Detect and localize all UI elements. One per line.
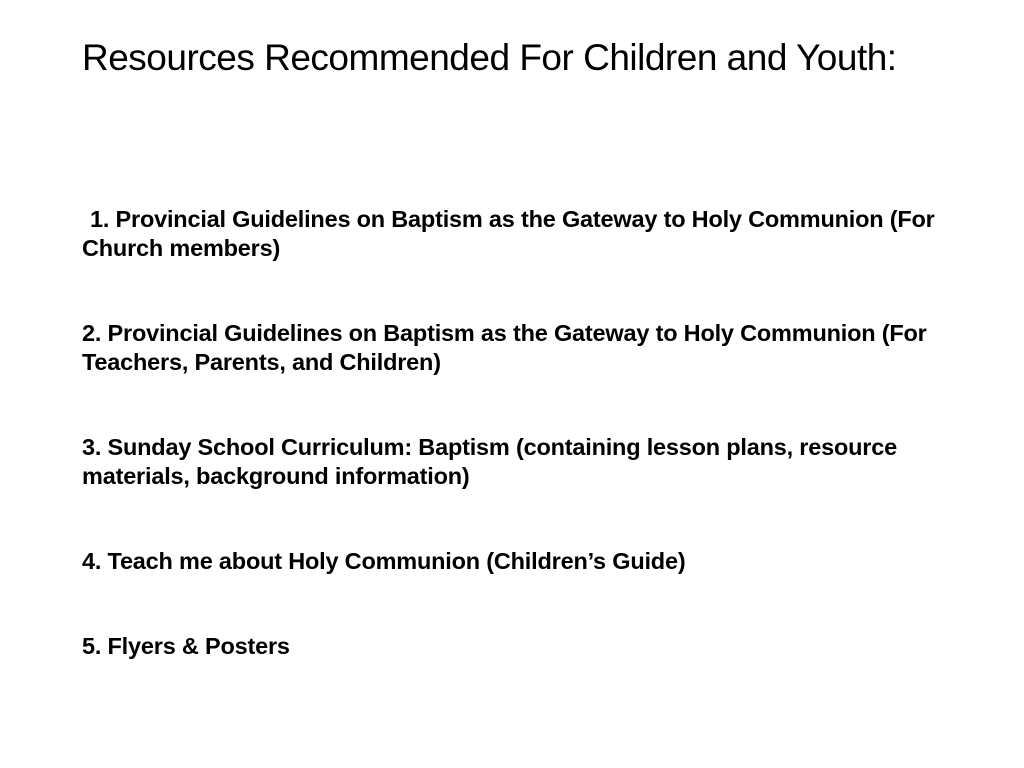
resource-item-1: 1. Provincial Guidelines on Baptism as the Gateway to Holy Communion (For Church members): [82, 206, 935, 261]
resource-list: [82, 205, 952, 661]
resource-item-2: 2. Provincial Guidelines on Baptism as the Gateway to Holy Communion (For Teachers, Parents, and Children): [82, 320, 927, 375]
resource-item-3: 3. Sunday School Curriculum: Baptism (containing lesson plans, resource materials, background information): [82, 434, 897, 489]
slide-title: Resources Recommended For Children and Youth:: [82, 37, 897, 78]
resource-item-4: 4. Teach me about Holy Communion (Children’s Guide): [82, 548, 686, 574]
resource-item-5: 5. Flyers & Posters: [82, 633, 290, 659]
